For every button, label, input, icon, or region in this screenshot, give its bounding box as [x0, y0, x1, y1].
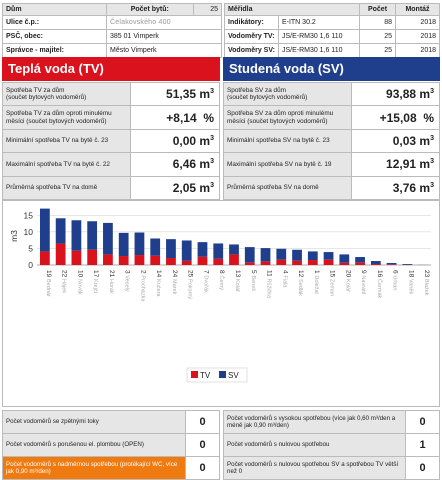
alert-value: 0: [186, 434, 220, 457]
bar-tv: [308, 260, 318, 265]
meter-year: 2018: [396, 44, 440, 58]
stat-unit: m: [199, 87, 211, 102]
x-tick-label: 20 Kolář: [344, 270, 352, 292]
stat-unit: %: [203, 110, 214, 125]
stat-row: [3, 83, 220, 106]
x-tick-label: 15 Zeman: [328, 270, 336, 297]
meter-type: JS/E-RM30 1,6 110: [278, 44, 359, 58]
stat-label: Minimální spotřeba SV na bytě č. 23: [224, 129, 352, 152]
alert-row: [3, 457, 220, 480]
bar-tv: [72, 251, 82, 265]
x-tick-label: 21 Horák: [107, 270, 115, 294]
stat-label: Průměrná spotřeba TV na domě: [3, 176, 131, 199]
x-tick-owner-name: Beneš: [249, 275, 256, 292]
meter-type: E-ITN 30.2: [278, 16, 359, 30]
bar-tv: [40, 251, 50, 265]
bar-tv: [324, 260, 334, 265]
x-tick-owner-name: Blažek: [423, 279, 430, 296]
stat-value: +15,08: [379, 110, 417, 125]
bar-sv: [40, 209, 50, 252]
x-tick-owner-name: Dvořák: [202, 275, 209, 293]
col-pocet: Počet: [360, 4, 396, 16]
stat-sublabel: (součet bytových vodoměrů): [227, 94, 308, 102]
bar-tv: [292, 261, 302, 265]
col-montaz: Montáž: [396, 4, 440, 16]
meter-count: 88: [360, 16, 396, 30]
stat-value: 12,91: [386, 157, 417, 172]
bar-tv: [103, 254, 113, 265]
alert-value: 0: [186, 457, 220, 480]
y-axis-label: m3: [9, 230, 19, 242]
y-tick-label: 5: [28, 243, 33, 254]
x-tick-owner-name: Veselý: [123, 275, 130, 292]
bar-sv: [150, 238, 160, 255]
col-meridla: Měřidla: [225, 4, 360, 16]
x-tick-owner-name: Doležal: [312, 275, 319, 294]
alert-value: 0: [406, 457, 440, 480]
x-tick-label: 8 Černý: [218, 270, 226, 291]
stat-unit-sup: 3: [210, 158, 214, 166]
legend-label-sv: SV: [228, 371, 239, 380]
consumption-chart-svg: [3, 201, 439, 406]
stat-row: [3, 176, 220, 199]
alerts-table-left: [2, 410, 220, 480]
stat-unit-sup: 3: [430, 134, 434, 142]
bar-sv: [72, 220, 82, 250]
meter-label: Vodoměry TV:: [225, 30, 279, 44]
bar-tv: [355, 262, 365, 265]
x-tick-owner-name: Procházka: [139, 275, 146, 302]
x-tick-label: 7 Dvořák: [202, 270, 210, 293]
bar-tv: [166, 258, 176, 265]
x-tick-label: 10 Novák: [76, 270, 84, 295]
stat-unit: m: [419, 133, 431, 148]
y-tick-label: 15: [23, 210, 33, 221]
bar-sv: [166, 239, 176, 258]
x-tick-label: 18 Vaněk: [407, 270, 415, 295]
x-tick-owner-name: Čermák: [375, 279, 382, 299]
x-tick-label: 14 Kučera: [155, 270, 163, 297]
col-dum: Dům: [3, 4, 107, 16]
x-tick-owner-name: Pokorný: [186, 279, 193, 300]
meter-row: [225, 44, 440, 58]
spravce-value: Město Vimperk: [107, 44, 222, 58]
legend-swatch-sv: [219, 371, 226, 378]
stat-unit: m: [419, 180, 431, 195]
stat-unit: m: [199, 133, 211, 148]
stat-label: Spotřeba TV za dům oproti minulému měsíci (součet bytových vodoměrů): [3, 106, 131, 129]
alert-value: 1: [406, 434, 440, 457]
x-tick-label: 9 Navrátil: [360, 270, 368, 295]
x-tick-owner-name: Krejčí: [92, 279, 99, 294]
bar-tv: [276, 260, 286, 265]
x-tick-label: 17 Krejčí: [92, 270, 100, 294]
x-tick-owner-name: Hájek: [60, 279, 67, 294]
bar-tv: [56, 244, 66, 265]
col-pocet-bytu: Počet bytů:: [107, 4, 194, 16]
x-tick-label: 24 Marek: [170, 270, 178, 295]
alert-label: Počet vodoměrů se zpětnými toky: [3, 411, 186, 434]
x-tick-owner-name: Kolář: [234, 279, 240, 292]
meter-year: 2018: [396, 16, 440, 30]
spravce-label: Správce - majitel:: [3, 44, 107, 58]
alert-label: Počet vodoměrů s porušenou el. plombou (OPEN): [3, 434, 186, 457]
stat-unit-sup: 3: [430, 181, 434, 189]
x-tick-label: 6 Urban: [391, 270, 399, 291]
bar-tv: [213, 259, 223, 265]
ulice-label: Ulice č.p.:: [3, 16, 107, 30]
bar-sv: [182, 240, 192, 260]
stat-value: 0,03: [392, 133, 417, 148]
x-tick-label: 13 Kolář: [234, 270, 241, 292]
bar-tv: [150, 256, 160, 265]
stat-row: [3, 153, 220, 176]
stat-unit: m: [199, 157, 211, 172]
bar-tv: [182, 261, 192, 265]
meter-count: 25: [360, 44, 396, 58]
bar-sv: [339, 254, 349, 262]
x-tick-label: 5 Beneš: [249, 270, 257, 292]
tv-stats-table: [2, 82, 220, 200]
bar-sv: [213, 243, 223, 258]
stat-row: [224, 83, 440, 106]
ulice-value: Čelakovského 400: [107, 16, 222, 30]
x-tick-label: 3 Veselý: [123, 270, 131, 292]
stat-label: Spotřeba SV za dům: [227, 86, 286, 94]
stat-row: [224, 176, 440, 199]
alert-row: [3, 411, 220, 434]
bar-sv: [387, 263, 397, 264]
x-tick-owner-name: Sedlák: [297, 279, 304, 296]
stat-sublabel: (součet bytových vodoměrů): [6, 94, 87, 102]
stat-value: +8,14: [166, 110, 197, 125]
bar-tv: [387, 264, 397, 265]
meter-year: 2018: [396, 30, 440, 44]
x-tick-label: 23 Blažek: [423, 270, 431, 296]
x-tick-label: 2 Procházka: [139, 270, 147, 302]
stat-unit: m: [199, 180, 211, 195]
stat-unit-sup: 3: [210, 181, 214, 189]
psc-label: PSČ, obec:: [3, 30, 107, 44]
alert-label: Počet vodoměrů s nadměrnou spotřebou (protékající WC, více jak 0,90 m³/den): [3, 457, 186, 480]
x-tick-owner-name: Novák: [76, 279, 83, 295]
stat-label: Maximální spotřeba SV na bytě č. 19: [224, 153, 352, 176]
bar-sv: [119, 233, 129, 256]
bar-tv: [339, 263, 349, 265]
bar-tv: [198, 257, 208, 265]
meter-count: 25: [360, 30, 396, 44]
bar-tv: [119, 256, 129, 265]
legend-label-tv: TV: [200, 371, 211, 380]
bar-sv: [245, 247, 255, 262]
x-tick-owner-name: Černý: [218, 275, 225, 291]
x-tick-owner-name: Marek: [170, 279, 177, 295]
legend-swatch-tv: [191, 371, 198, 378]
alert-label: Počet vodoměrů s vysokou spotřebou (více jak 0,60 m³/den a méně jak 0,90 m³/den): [224, 411, 406, 434]
x-tick-owner-name: Fiala: [281, 275, 288, 288]
stat-value: 2,05: [172, 180, 197, 195]
stat-row: [3, 106, 220, 129]
bar-sv: [276, 249, 286, 260]
alert-label: Počet vodoměrů s nulovou spotřebou SV a spotřebou TV větší než 0: [224, 457, 406, 480]
bar-sv: [324, 252, 334, 260]
x-tick-label: 11 Růžička: [265, 270, 273, 299]
x-tick-label: 4 Fiala: [281, 270, 289, 288]
bar-sv: [308, 251, 318, 260]
stat-unit: m: [419, 87, 431, 102]
x-tick-owner-name: Kučera: [155, 279, 162, 297]
bar-sv: [292, 250, 302, 261]
bar-sv: [56, 218, 66, 243]
x-tick-owner-name: Růžička: [265, 278, 272, 299]
bar-sv: [103, 223, 113, 254]
bar-tv: [261, 261, 271, 265]
stat-unit-sup: 3: [430, 158, 434, 166]
stat-unit: %: [423, 110, 434, 125]
sv-section-title: Studená voda (SV): [223, 57, 440, 81]
stat-unit-sup: 3: [210, 88, 214, 96]
stat-value: 6,46: [172, 157, 197, 172]
stat-row: [224, 153, 440, 176]
bar-sv: [198, 242, 208, 257]
stat-value: 93,88: [386, 87, 417, 102]
bar-tv: [245, 262, 255, 265]
bar-sv: [402, 264, 412, 265]
pocet-bytu-value: 25: [193, 4, 221, 16]
stat-label: Spotřeba SV za dům oproti minulému měsíci (součet bytových vodoměrů): [224, 106, 352, 129]
bar-tv: [371, 264, 381, 265]
x-tick-owner-name: Bednár: [44, 279, 51, 297]
x-tick-owner-name: Zeman: [328, 279, 335, 297]
x-tick-label: 1 Doležal: [312, 270, 320, 294]
stat-unit-sup: 3: [210, 134, 214, 142]
meters-table: [224, 3, 440, 58]
x-tick-label: 16 Čermák: [375, 270, 383, 299]
x-tick-owner-name: Kolář: [344, 279, 351, 292]
bar-sv: [229, 244, 239, 254]
stat-value: 3,76: [392, 180, 417, 195]
bar-sv: [135, 233, 145, 256]
stat-unit-sup: 3: [430, 88, 434, 96]
x-tick-owner-name: Navrátil: [360, 275, 367, 295]
stat-label: Maximální spotřeba TV na bytě č. 22: [3, 153, 131, 176]
x-tick-label: 19 Bednár: [44, 270, 52, 297]
y-tick-label: 0: [28, 260, 33, 270]
x-tick-owner-name: Vaněk: [407, 279, 414, 295]
bar-sv: [87, 221, 97, 250]
bar-tv: [87, 250, 97, 265]
alert-row: [224, 411, 440, 434]
stat-row: [3, 129, 220, 152]
meter-type: JS/E-RM30 1,6 110: [278, 30, 359, 44]
x-tick-label: 12 Sedlák: [297, 270, 305, 296]
bar-tv: [229, 254, 239, 265]
stat-label: Průměrná spotřeba SV na domě: [224, 176, 352, 199]
stat-label: Minimální spotřeba TV na bytě č. 23: [3, 129, 131, 152]
x-tick-label: 25 Pokorný: [186, 270, 194, 300]
y-tick-label: 10: [23, 226, 33, 237]
building-info-table: [2, 3, 222, 58]
stat-value: 51,35: [166, 87, 197, 102]
bar-sv: [355, 257, 365, 262]
tv-section-title: Teplá voda (TV): [2, 57, 220, 81]
stat-value: 0,00: [172, 133, 197, 148]
psc-value: 385 01 Vimperk: [107, 30, 222, 44]
bar-tv: [135, 255, 145, 265]
alert-label: Počet vodoměrů s nulovou spotřebou: [224, 434, 406, 457]
x-tick-owner-name: Urban: [391, 275, 398, 291]
alert-row: [3, 434, 220, 457]
alerts-table-right: [223, 410, 440, 480]
meter-label: Indikátory:: [225, 16, 279, 30]
stat-row: [224, 129, 440, 152]
stat-label: Spotřeba TV za dům: [6, 86, 65, 94]
alert-value: 0: [186, 411, 220, 434]
meter-row: [225, 30, 440, 44]
bar-sv: [261, 248, 271, 261]
meter-row: [225, 16, 440, 30]
alert-row: [224, 457, 440, 480]
alert-row: [224, 434, 440, 457]
consumption-chart: [2, 200, 440, 407]
x-tick-label: 22 Hájek: [60, 270, 68, 294]
stat-unit: m: [419, 157, 431, 172]
meter-label: Vodoměry SV:: [225, 44, 279, 58]
sv-stats-table: [223, 82, 440, 200]
alert-value: 0: [406, 411, 440, 434]
stat-row: [224, 106, 440, 129]
bar-sv: [371, 261, 381, 264]
x-tick-owner-name: Horák: [107, 279, 114, 294]
